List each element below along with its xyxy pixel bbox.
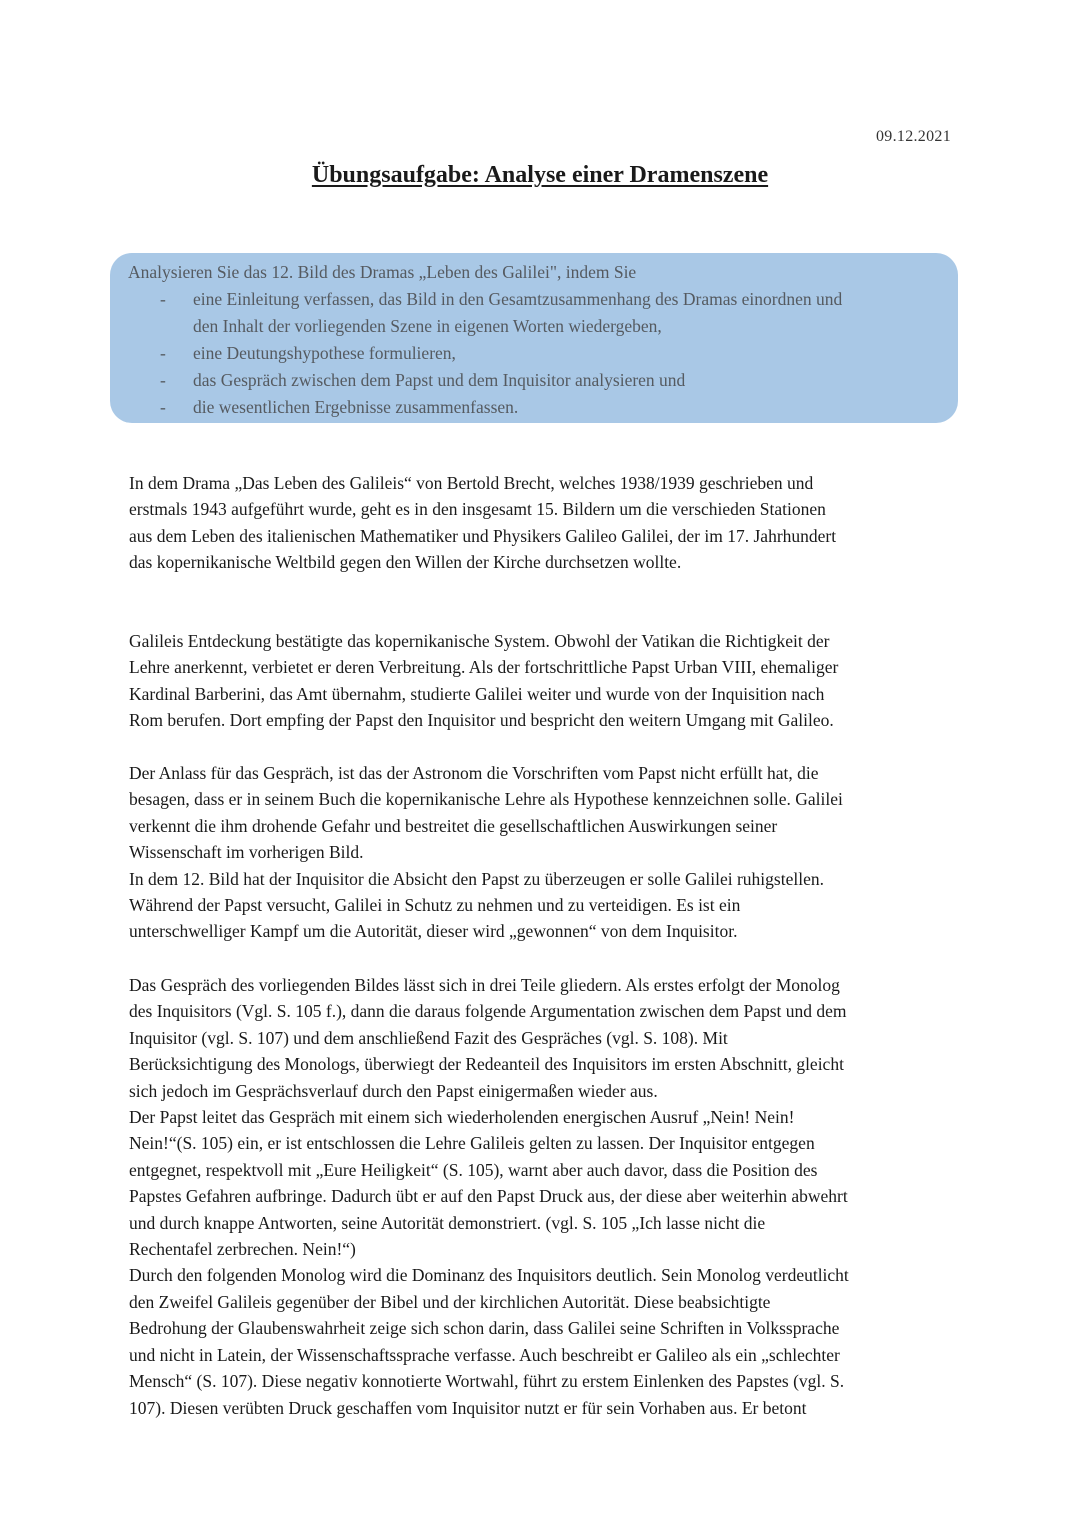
paragraph-line: den Zweifel Galileis gegenüber der Bibel und der kirchlichen Autorität. Diese beabsichtigte	[129, 1291, 771, 1312]
paragraph-line: besagen, dass er in seinem Buch die kopernikanische Lehre als Hypothese kennzeichnen solle. Galilei	[129, 789, 843, 810]
paragraph-line: das kopernikanische Weltbild gegen den Willen der Kirche durchsetzen wollte.	[129, 552, 682, 573]
paragraph-line: Durch den folgenden Monolog wird die Dominanz des Inquisitors deutlich. Sein Monolog verdeutlicht	[129, 1265, 849, 1286]
bullet-dash: -	[160, 370, 166, 390]
task-item-line: den Inhalt der vorliegenden Szene in eigenen Worten wiedergeben,	[193, 316, 662, 336]
paragraph-line: entgegnet, respektvoll mit „Eure Heiligkeit“ (S. 105), warnt aber auch davor, dass die Position des	[129, 1159, 818, 1180]
paragraph-line: Galileis Entdeckung bestätigte das kopernikanische System. Obwohl der Vatikan die Richtigkeit der	[129, 631, 830, 651]
paragraph-line: verkennt die ihm drohende Gefahr und bestreitet die gesellschaftlichen Auswirkungen seiner	[129, 815, 778, 836]
paragraph-line: erstmals 1943 aufgeführt wurde, geht es in den insgesamt 15. Bildern um die verschieden Stationen	[129, 499, 826, 520]
paragraph-line: Der Papst leitet das Gespräch mit einem sich wiederholenden energischen Ausruf „Nein! Nein!	[129, 1107, 795, 1128]
paragraph-line: Wissenschaft im vorherigen Bild.	[129, 842, 364, 863]
paragraph-analysis	[129, 972, 954, 1421]
paragraph-line: des Inquisitors (Vgl. S. 105 f.), dann die daraus folgende Argumentation zwischen dem Papst und dem	[129, 1001, 847, 1022]
paragraph-occasion	[129, 760, 954, 945]
paragraph-line: In dem 12. Bild hat der Inquisitor die Absicht den Papst zu überzeugen er solle Galilei ruhigstellen.	[129, 868, 824, 889]
task-list	[128, 286, 934, 421]
paragraph-line: Papstes Gefahren aufbringe. Dadurch übt er auf den Papst Druck aus, der diese aber weiterhin abwehrt	[129, 1186, 848, 1207]
task-item	[128, 367, 934, 394]
paragraph-line: Das Gespräch des vorliegenden Bildes lässt sich in drei Teile gliedern. Als erstes erfolgt der Monolog	[129, 975, 840, 995]
task-item-line: eine Einleitung verfassen, das Bild in den Gesamtzusammenhang des Dramas einordnen und	[193, 289, 843, 309]
task-item	[128, 286, 934, 340]
paragraph-line: Kardinal Barberini, das Amt übernahm, studierte Galilei weiter und wurde von der Inquisition nach	[129, 683, 825, 704]
paragraph-line: Lehre anerkennt, verbietet er deren Verbreitung. Als der fortschrittliche Papst Urban VIII, ehemaliger	[129, 657, 839, 678]
task-intro: Analysieren Sie das 12. Bild des Dramas „Leben des Galilei", indem Sie	[128, 262, 637, 282]
task-item	[128, 394, 934, 421]
task-item	[128, 340, 934, 367]
paragraph-line: sich jedoch im Gesprächsverlauf durch den Papst einigermaßen wieder aus.	[129, 1080, 658, 1101]
paragraph-line: aus dem Leben des italienischen Mathematiker und Physikers Galileo Galilei, der im 17. Jahrhundert	[129, 525, 837, 546]
paragraph-line: unterschwelliger Kampf um die Autorität, dieser wird „gewonnen“ von dem Inquisitor.	[129, 921, 738, 942]
task-box	[110, 253, 958, 423]
bullet-dash: -	[160, 289, 166, 309]
paragraph-line: und durch knappe Antworten, seine Autorität demonstriert. (vgl. S. 105 „Ich lasse nicht die	[129, 1212, 766, 1233]
paragraph-introduction	[129, 470, 954, 576]
task-item-line: eine Deutungshypothese formulieren,	[193, 343, 456, 363]
paragraph-line: und nicht in Latein, der Wissenschaftssprache verfasse. Auch beschreibt er Galileo als ein „schlechter	[129, 1344, 840, 1365]
paragraph-line: Inquisitor (vgl. S. 107) und dem anschließend Fazit des Gespräches (vgl. S. 108). Mit	[129, 1027, 728, 1048]
bullet-dash: -	[160, 343, 166, 363]
paragraph-line: 107). Diesen verübten Druck geschaffen vom Inquisitor nutzt er für sein Vorhaben aus. Er betont	[129, 1397, 807, 1418]
paragraph-line: Der Anlass für das Gespräch, ist das der Astronom die Vorschriften vom Papst nicht erfüllt hat, die	[129, 763, 819, 783]
paragraph-line: Bedrohung der Glaubenswahrheit zeige sich schon darin, dass Galilei seine Schriften in Volkssprache	[129, 1318, 840, 1339]
task-item-line: die wesentlichen Ergebnisse zusammenfassen.	[193, 397, 519, 417]
bullet-dash: -	[160, 397, 166, 417]
document-date: 09.12.2021	[876, 128, 951, 145]
paragraph-line: Rechentafel zerbrechen. Nein!“)	[129, 1239, 356, 1260]
paragraph-line: Während der Papst versucht, Galilei in Schutz zu nehmen und zu verteidigen. Es ist ein	[129, 895, 741, 916]
paragraph-line: Nein!“(S. 105) ein, er ist entschlossen die Lehre Galileis gelten zu lassen. Der Inquisitor entgegen	[129, 1133, 815, 1154]
paragraph-line: In dem Drama „Das Leben des Galileis“ von Bertold Brecht, welches 1938/1939 geschrieben und	[129, 473, 814, 493]
paragraph-line: Berücksichtigung des Monologs, überwiegt der Redeanteil des Inquisitors im ersten Abschnitt, gleicht	[129, 1054, 844, 1075]
task-item-line: das Gespräch zwischen dem Papst und dem Inquisitor analysieren und	[193, 370, 686, 390]
paragraph-context	[129, 628, 954, 734]
document-title: Übungsaufgabe: Analyse einer Dramenszene	[311, 162, 769, 188]
paragraph-line: Mensch“ (S. 107). Diese negativ konnotierte Wortwahl, führt zu erstem Einlenken des Papstes (vgl. S.	[129, 1371, 845, 1392]
paragraph-line: Rom berufen. Dort empfing der Papst den Inquisitor und bespricht den weitern Umgang mit Galileo.	[129, 710, 834, 731]
